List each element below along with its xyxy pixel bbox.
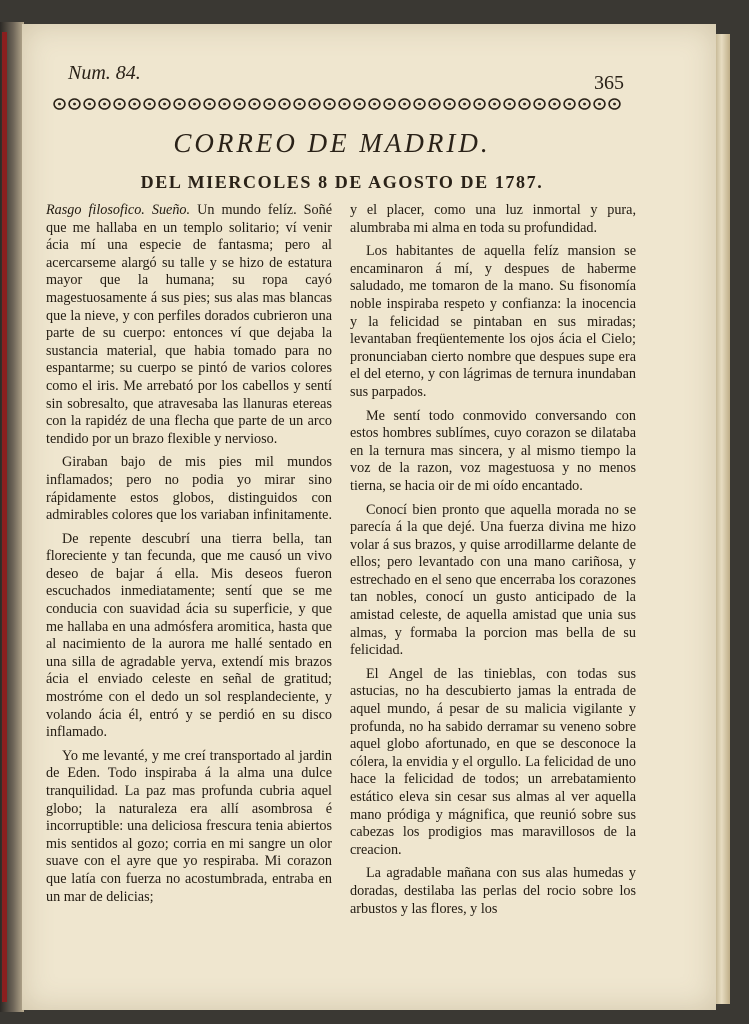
ornament-dot <box>118 103 121 106</box>
page-number: 365 <box>594 72 624 94</box>
ornament-dot <box>178 103 181 106</box>
ornament-dot <box>133 103 136 106</box>
ornament-dot <box>283 103 286 106</box>
ornament-dot <box>523 103 526 106</box>
ornament-dot <box>193 103 196 106</box>
ornament-dot <box>493 103 496 106</box>
ornament-dot <box>553 103 556 106</box>
paragraph: El Angel de las tinieblas, con todas sus astucias, no ha descubierto jamas la entrada de aquel mundo, á pesar de su malicia vigilante y profunda, no ha sabido derramar su veneno sobre aquel globo afortunado, en que se desconoce la cólera, la envidia y el orgullo. La felicidad de uno hace la felicidad de todos; un arrebatamiento estático eleva sin cesar sus almas al ver aquella mano pródiga y mágnifica, que reunió sobre sus cabezas los prodigios mas maravillosos de la creacion. <box>350 665 636 858</box>
paragraph: Giraban bajo de mis pies mil mundos inflamados; pero no podia yo mirar sino rápidamente estos globos, distinguidos con admirables colores que los variaban infinitamente. <box>46 454 333 524</box>
ornament-chain-icon <box>52 94 622 114</box>
paragraph: y el placer, como una luz inmortal y pura, alumbraba mi alma en toda su profundidad. <box>350 202 636 236</box>
ornament-dot <box>478 103 481 106</box>
paragraph: Yo me levanté, y me creí transportado al jardin de Eden. Todo inspiraba á la alma una dulce tranquilidad. La paz mas profunda cubria aquel globo; la naturaleza era allí asombrosa é incorruptible: una deliciosa frescura tenia abiertos mis sentidos al gozo; corria en mi sangre un olor suave con el ayre que yo respiraba. Mi corazon que latía con fuerza no acostumbrada, entraba en un mar de delicias; <box>46 747 332 905</box>
ornament-dot <box>508 103 511 106</box>
ornament-dot <box>358 103 361 106</box>
ornament-dot <box>583 103 586 106</box>
newspaper-title: CORREO DE MADRID. <box>173 128 491 158</box>
ornament-dot <box>448 103 451 106</box>
paragraph: De repente descubrí una tierra bella, tan floreciente y tan fecunda, que me causó un vivo deseo de bajar á ella. Mis deseos fueron escuchados inmediatamente; sentí que se me conducia con suavidad ácia su superficie, y que me hallaba en una admósfera aromitica, hasta que al nacimiento de la aurora me hallé sentado en una silla de agradable yerva, extendí mis brazos ácia el enviado celeste en señal de gratitud; mostróme con el dedo un sol resplandeciente, y volando ácia él, entró y se perdió en su disco inflamado. <box>46 530 332 741</box>
ornament-dot <box>163 103 166 106</box>
article-lead-label: Rasgo filosofico. Sueño. <box>46 202 191 218</box>
paragraph: Los habitantes de aquella felíz mansion se encaminaron á mí, y despues de haberme saludado, me tomaron de la mano. Su fisonomía noble inspiraba respeto y confianza: la inocencia y la felicidad se pintaban en sus miradas; levantaban freqüentemente los ojos ácia el Cielo; pronunciaban cierto nombre que despues supe era el del eterno, y con lágrimas de ternura inundaban sus parpados. <box>350 243 636 400</box>
ornament-dot <box>433 103 436 106</box>
page-header <box>22 24 716 224</box>
paragraph: La agradable mañana con sus alas humedas y doradas, destilaba las perlas del rocio sobre los arbustos y las flores, y los <box>350 865 636 917</box>
ornament-dot <box>208 103 211 106</box>
ornament-dot <box>403 103 406 106</box>
paragraph <box>46 202 332 448</box>
issue-number: Num. 84. <box>68 62 141 84</box>
ornament-dot <box>598 103 601 106</box>
ornament-dot <box>388 103 391 106</box>
page-edge <box>716 34 730 1004</box>
ornament-dot <box>73 103 76 106</box>
ornament-dot <box>103 103 106 106</box>
ornament-dot <box>88 103 91 106</box>
issue-date: DEL MIERCOLES 8 DE AGOSTO DE 1787. <box>140 172 544 192</box>
right-column <box>350 202 636 1002</box>
ornament-dot <box>58 103 61 106</box>
ornament-dot <box>343 103 346 106</box>
left-column <box>46 202 332 1002</box>
paragraph-text: Un mundo felíz. Soñé que me hallaba en un templo solitario; ví venir ácia mí una especie de fantasma; pero al acercarseme alargó su talle y se hizo de estatura mayor que la humana; su ropa cayó magestuosamente á sus pies; sus alas mas blancas que la nieve, y con perfiles dorados cubrieron una parte de su cuerpo: entonces ví que dejaba la sustancia material, que habia tomado para no espantarme; su cuerpo se pintó de varios colores como el iris. Me arrebató por los cabellos y sentí sin sobresalto, que atravesaba las llanuras etereas con la rapidéz de una flecha que parte de un arco tendido por un brazo flexible y nervioso. <box>46 202 333 447</box>
paragraph: Me sentí todo conmovido conversando con estos hombres sublímes, cuyo corazon se dilataba en la ternura mas sincera, y al mismo tiempo la voz de la razon, voz magestuosa y no menos tierna, se hacia oir de mi oído encantado. <box>350 407 636 494</box>
ornament-dot <box>298 103 301 106</box>
ornament-dot <box>538 103 541 106</box>
ornament-dot <box>238 103 241 106</box>
ornament-dot <box>328 103 331 106</box>
ornament-dot <box>253 103 256 106</box>
ornamental-rule <box>52 94 622 114</box>
newspaper-page <box>22 24 716 1010</box>
ornament-dot <box>223 103 226 106</box>
article-body <box>46 202 636 1002</box>
ornament-dot <box>613 103 616 106</box>
ornament-dot <box>373 103 376 106</box>
ornament-dot <box>313 103 316 106</box>
paragraph: Conocí bien pronto que aquella morada no se parecía á la que dejé. Una fuerza divina me hizo volar á sus brazos, y quise arrodillarme delante de ellos; pero levantado con una mano cariñosa, y estrechado en el seno que encerraba los corazones tan nobles, conocí un gusto anticipado de la amistad celeste, de aquella amistad que unia sus almas, y formaba la porcion mas bella de su felicidad. <box>350 501 636 659</box>
ornament-dot <box>418 103 421 106</box>
ornament-dot <box>148 103 151 106</box>
ornament-dot <box>268 103 271 106</box>
ornament-dot <box>463 103 466 106</box>
book-binding <box>0 22 24 1012</box>
ornament-dot <box>568 103 571 106</box>
